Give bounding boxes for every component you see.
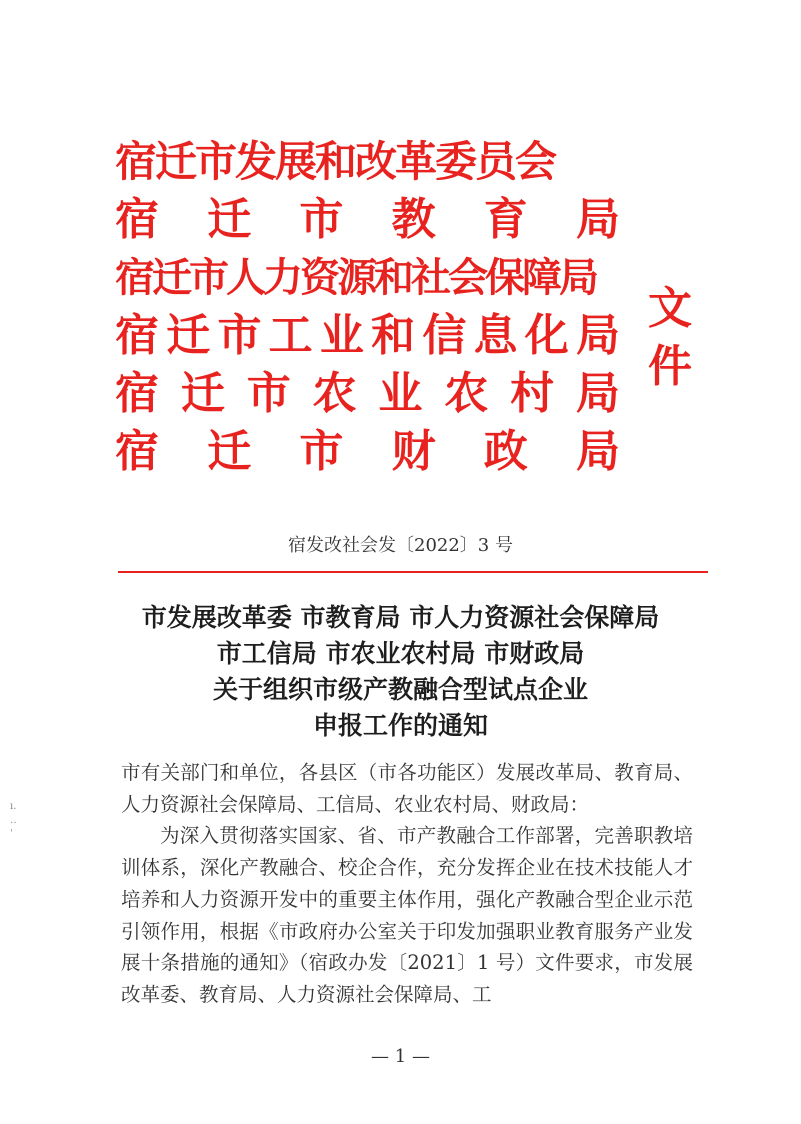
issuer-char: 农 — [444, 368, 489, 419]
title-line: 市发展改革委 市教育局 市人力资源社会保障局 — [141, 603, 660, 632]
issuer-name — [115, 423, 620, 481]
issuer-char: 宿 — [115, 310, 159, 361]
issuer-char: 宿 — [115, 368, 159, 419]
issuer-char: 息 — [473, 310, 518, 361]
document-type-label — [648, 266, 708, 396]
title-line: 市工信局 市农业农村局 市财政局 — [216, 639, 585, 668]
issuer-char: 育 — [483, 194, 528, 245]
document-title — [60, 600, 741, 744]
issuer-name — [115, 191, 620, 249]
margin-mark-line: ı. — [10, 801, 17, 812]
issuer-name — [115, 307, 620, 365]
issuer-char: 市 — [246, 368, 291, 419]
issuer-char: 教 — [391, 194, 436, 245]
issuer-list — [115, 133, 620, 481]
margin-mark-line: ‥ — [10, 815, 17, 826]
salutation: 市有关部门和单位，各县区（市各功能区）发展改革局、教育局、人力资源社会保障局、工信局、农业农村局、财政局： — [121, 761, 693, 816]
body-paragraph: 为深入贯彻落实国家、省、市产教融合工作部署，完善职教培训体系，深化产教融合、校企合作，充分发挥企业在技术技能人才培养和人力资源开发中的重要主体作用，强化产教融合型企业示范引领作用，根据《市政府办公室关于印发加强职业教育服务产业发展十条措施的通知》（宿政办发〔2021〕1 号）文件要求，市发展改革委、教育局、人力资源社会保障局、工 — [121, 824, 693, 1006]
issuer-char: 化 — [524, 310, 569, 361]
issuer-char: 迁 — [207, 426, 252, 477]
issuer-char: 局 — [575, 310, 620, 361]
issuer-char: 业 — [378, 368, 423, 419]
issuer-char: 迁 — [166, 310, 211, 361]
issuer-char: 政 — [483, 426, 528, 477]
title-line: 关于组织市级产教融合型试点企业 — [212, 675, 588, 704]
red-divider — [118, 571, 708, 573]
issuer-char: 市 — [299, 194, 344, 245]
issuer-name: 宿迁市发展和改革委员会 — [115, 137, 556, 186]
binding-margin-mark — [10, 800, 22, 860]
document-body — [121, 757, 693, 1011]
doc-type-char: 件 — [648, 341, 692, 392]
issuer-char: 农 — [312, 368, 357, 419]
issuer-char: 迁 — [207, 194, 252, 245]
issuer-char: 信 — [422, 310, 467, 361]
margin-mark-line: ˈ — [10, 829, 13, 840]
issuer-char: 和 — [371, 310, 416, 361]
issuer-char: 宿 — [115, 426, 159, 477]
issuer-name: 宿迁市人力资源和社会保障局 — [115, 254, 596, 301]
issuer-char: 局 — [575, 194, 620, 245]
issuer-char: 局 — [575, 368, 620, 419]
issuer-char: 市 — [217, 310, 262, 361]
issuer-char: 村 — [510, 368, 555, 419]
document-number: 宿发改社会发〔2022〕3 号 — [288, 535, 513, 556]
doc-type-char: 文 — [648, 283, 692, 334]
title-line: 申报工作的通知 — [312, 711, 488, 740]
issuer-char: 局 — [575, 426, 620, 477]
issuer-char: 业 — [319, 310, 364, 361]
page-number: — 1 — — [371, 1046, 430, 1067]
issuer-char: 迁 — [180, 368, 225, 419]
issuer-char: 市 — [299, 426, 344, 477]
issuer-char: 财 — [391, 426, 436, 477]
issuer-char: 宿 — [115, 194, 159, 245]
issuer-char: 工 — [268, 310, 313, 361]
issuer-name — [115, 365, 620, 423]
